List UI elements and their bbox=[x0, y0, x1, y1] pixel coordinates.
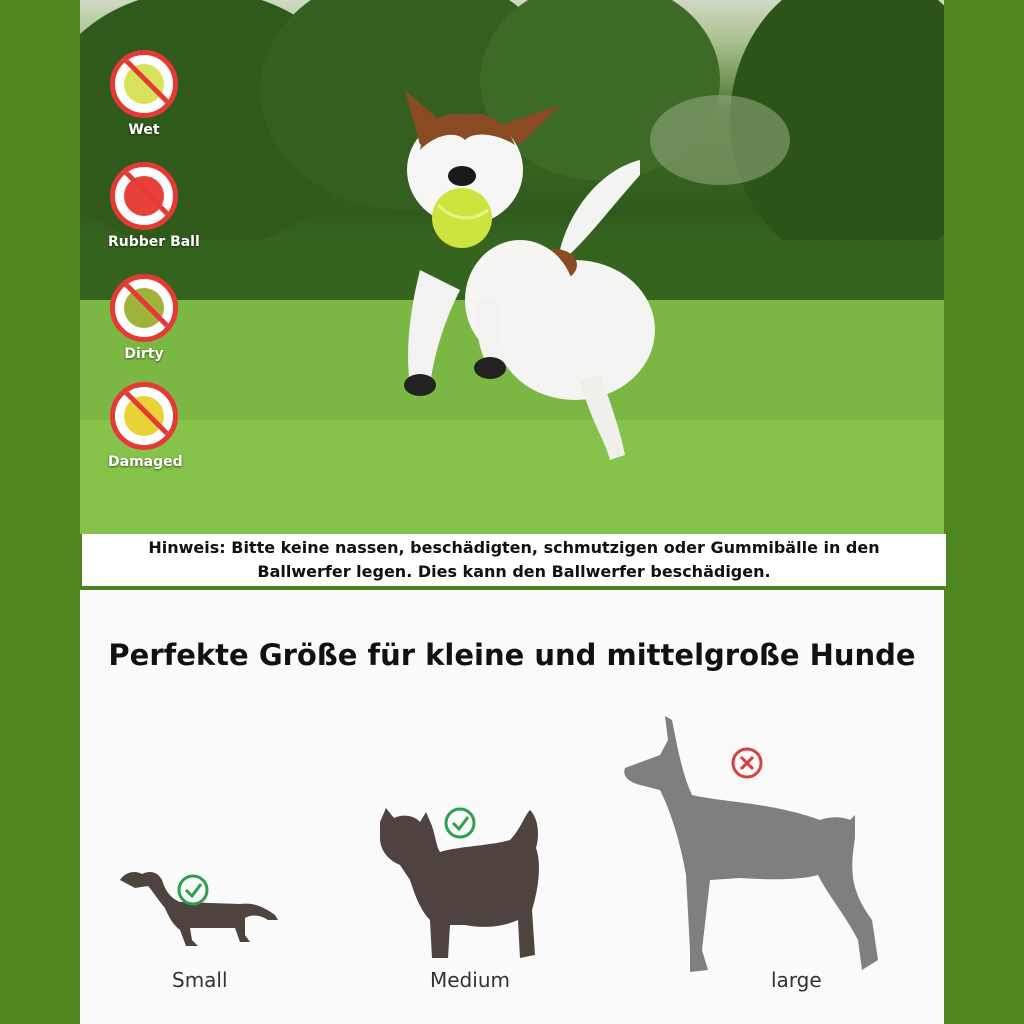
cross-icon bbox=[733, 749, 761, 777]
prohibited-icon bbox=[110, 162, 178, 230]
dirty-ball-icon bbox=[124, 288, 164, 328]
no-damaged-ball-badge bbox=[108, 382, 183, 470]
green-frame-right bbox=[944, 0, 1024, 1024]
dog-silhouettes bbox=[80, 590, 944, 1024]
badge-label: Dirty bbox=[124, 346, 164, 362]
tennis-ball-icon bbox=[124, 64, 164, 104]
warning-note bbox=[82, 534, 946, 586]
green-frame-left bbox=[0, 0, 80, 1024]
large-dog-silhouette bbox=[624, 716, 878, 972]
dog-size-section bbox=[80, 590, 944, 1024]
prohibited-icon bbox=[110, 382, 178, 450]
prohibited-icon bbox=[110, 50, 178, 118]
badge-label: Wet bbox=[128, 122, 160, 138]
note-line-2: Ballwerfer legen. Dies kann den Ballwerfer beschädigen. bbox=[257, 562, 771, 581]
small-dog-label: Small bbox=[172, 968, 228, 992]
no-rubber-ball-badge bbox=[108, 162, 200, 250]
no-dirty-ball-badge bbox=[108, 274, 180, 362]
small-dog-silhouette bbox=[120, 872, 278, 946]
medium-dog-label: Medium bbox=[430, 968, 510, 992]
badge-label: Rubber Ball bbox=[108, 234, 200, 250]
photo-scene bbox=[80, 0, 944, 534]
size-section-title: Perfekte Größe für kleine und mittelgroße Hunde bbox=[108, 638, 916, 672]
prohibited-icon bbox=[110, 274, 178, 342]
note-line-1: Hinweis: Bitte keine nassen, beschädigten, schmutzigen oder Gummibälle in den bbox=[148, 538, 880, 557]
no-wet-ball-badge bbox=[108, 50, 180, 138]
badge-label: Damaged bbox=[108, 454, 183, 470]
rubber-ball-icon bbox=[124, 176, 164, 216]
damaged-ball-icon bbox=[124, 396, 164, 436]
large-dog-label: large bbox=[771, 968, 822, 992]
dog-photo bbox=[80, 0, 944, 534]
check-icon bbox=[446, 809, 474, 837]
check-icon bbox=[179, 876, 207, 904]
